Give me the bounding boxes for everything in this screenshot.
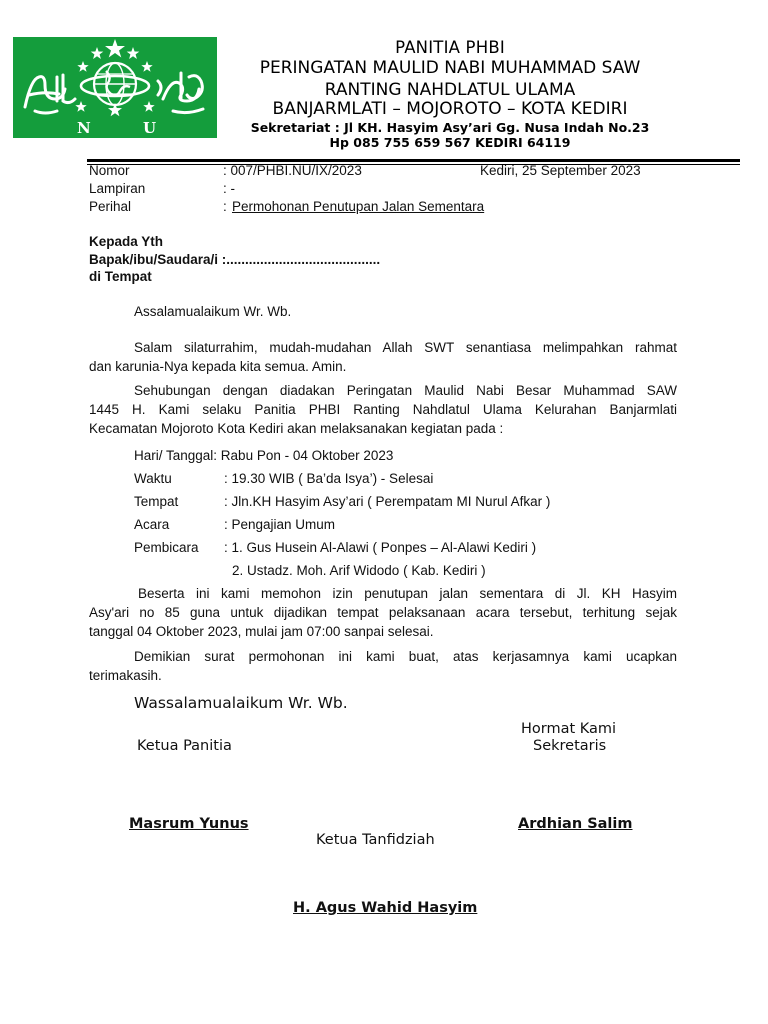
star-icon [143,101,154,112]
letterhead-address: Sekretariat : Jl KH. Hasyim Asy’ari Gg. Nusa Indah No.23 [250,120,650,135]
letter-date: Kediri, 25 September 2023 [480,163,641,178]
event-place-label: Tempat [134,494,179,509]
letterhead-location: BANJARMLATI – MOJOROTO – KOTA KEDIRI [272,99,628,119]
star-icon [75,101,86,112]
star-icon [91,47,104,59]
lampiran-label: Lampiran [89,181,146,196]
paragraph-intro [89,381,677,438]
event-place-value: : Jln.KH Hasyim Asy’ari ( Perempatam MI Nurul Afkar ) [224,494,551,509]
closing-salutation: Wassalamualaikum Wr. Wb. [134,694,348,712]
tanfidziah-title: Ketua Tanfidziah [316,832,435,848]
header-divider-thin [87,164,740,165]
event-time-label: Waktu [134,471,172,486]
paragraph-line: Sehubungan dengan diadakan Peringatan Maulid Nabi Besar Muhammad SAW [134,383,677,398]
hormat-kami: Hormat Kami [521,721,617,737]
opening-salutation: Assalamualaikum Wr. Wb. [134,304,292,319]
logo-letter-u: U [143,119,157,137]
star-icon [127,47,140,59]
star-icon [141,61,152,72]
paragraph-line: Asy'ari no 85 guna untuk dijadikan tempat pelaksanaan acara tersebut, terhitung sejak [89,605,677,620]
star-icon [77,61,88,72]
lampiran-value: : - [223,181,235,196]
letterhead-organization: RANTING NAHDLATUL ULAMA [324,80,576,100]
paragraph-line: Salam silaturrahim, mudah-mudahan Allah SWT senantiasa melimpahkan rahmat [134,340,677,355]
paragraph-request [89,584,677,641]
nu-emblem-icon [13,37,217,138]
perihal-value: Permohonan Penutupan Jalan Sementara [232,199,485,214]
tanfidziah-name: H. Agus Wahid Hasyim [293,900,478,916]
paragraph-line: terimakasih. [89,668,162,683]
paragraph-greeting [89,338,677,376]
recipient-name: Bapak/ibu/Saudara/i :......................................... [89,252,381,267]
event-time-value: : 19.30 WIB ( Ba’da Isya’) - Selesai [224,471,434,486]
perihal-label: Perihal [89,199,132,214]
nu-logo [13,37,217,138]
nomor-label: Nomor [89,163,130,178]
logo-letter-n: N [77,119,91,137]
event-date: Hari/ Tanggal: Rabu Pon - 04 Oktober 2023 [134,448,394,463]
paragraph-closing [89,647,677,685]
event-speaker-label: Pembicara [134,540,199,555]
paragraph-line: dan karunia-Nya kepada kita semua. Amin. [89,359,347,374]
event-agenda-label: Acara [134,517,170,532]
event-agenda-value: : Pengajian Umum [224,517,336,532]
letterhead-contact: Hp 085 755 659 567 KEDIRI 64119 [329,135,571,150]
paragraph-line: Beserta ini kami memohon izin penutupan jalan sementara di Jl. KH Hasyim [138,586,677,601]
star-icon [105,39,125,58]
paragraph-line: tanggal 04 Oktober 2023, mulai jam 07:00 sanpai selesai. [89,624,434,639]
header-divider [87,159,740,162]
event-speaker-2: 2. Ustadz. Moh. Arif Widodo ( Kab. Kediri ) [232,563,486,578]
nomor-value: : 007/PHBI.NU/IX/2023 [223,163,362,178]
paragraph-line: Demikian surat permohonan ini kami buat, atas kerjasamnya kami ucapkan [134,649,677,664]
sekretaris-name: Ardhian Salim [518,816,633,832]
paragraph-line: 1445 H. Kami selaku Panitia PHBI Ranting Nahdlatul Ulama Kelurahan Banjarmlati [89,402,677,417]
letterhead-event: PERINGATAN MAULID NABI MUHAMMAD SAW [259,58,641,78]
recipient-greeting: Kepada Yth [89,234,164,249]
event-speaker-1: : 1. Gus Husein Al-Alawi ( Ponpes – Al-Alawi Kediri ) [224,540,537,555]
sekretaris-title: Sekretaris [533,738,607,754]
paragraph-line: Kecamatan Mojoroto Kota Kediri akan melaksanakan kegiatan pada : [89,421,504,436]
recipient-place: di Tempat [89,269,152,284]
letterhead-committee: PANITIA PHBI [395,38,505,57]
ketua-panitia-title: Ketua Panitia [137,738,232,754]
perihal-colon: : [223,199,227,214]
ketua-panitia-name: Masrum Yunus [129,816,249,832]
